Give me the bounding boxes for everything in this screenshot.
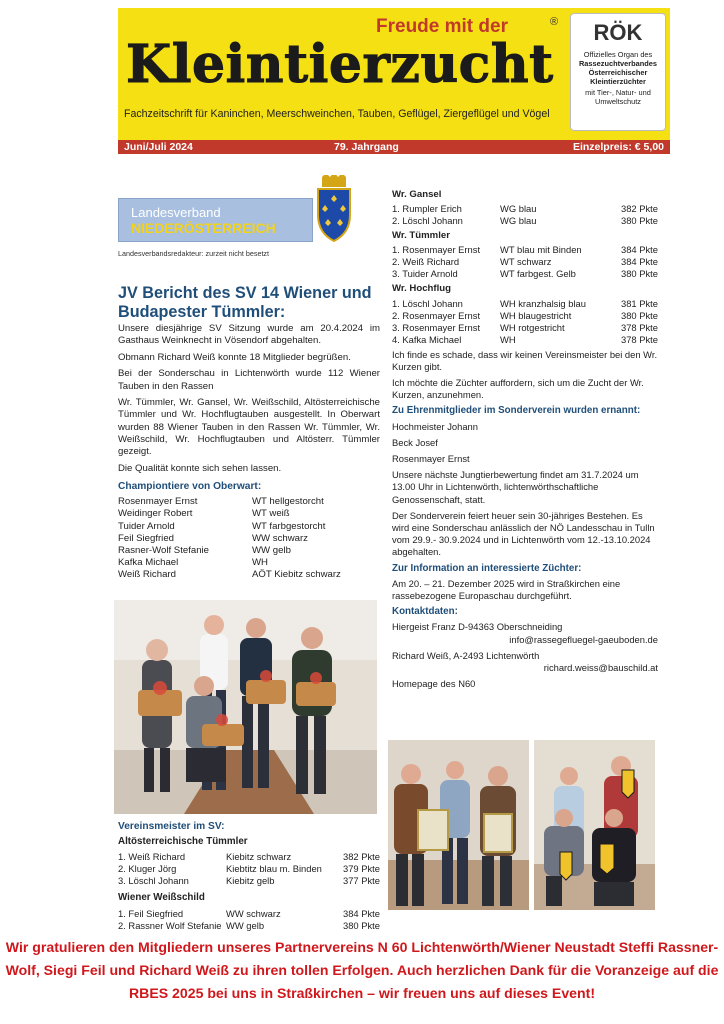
- result-name: 2. Weiß Richard: [392, 256, 460, 268]
- result-desc: Kiebitz gelb: [226, 875, 275, 887]
- result-points: 378 Pkte: [620, 321, 658, 333]
- landesverband-label: Landesverband: [131, 205, 221, 220]
- paragraph: Obmann Richard Weiß konnte 18 Mitglieder begrüßen.: [118, 351, 351, 363]
- results-table: [392, 244, 658, 280]
- table-row: [392, 310, 658, 322]
- results-table: [118, 851, 380, 887]
- champion-name: Kafka Michael: [118, 556, 179, 568]
- results-table: [392, 203, 658, 227]
- result-name: 2. Löschl Johann: [392, 215, 463, 227]
- champion-name: Rasner-Wolf Stefanie: [118, 544, 210, 556]
- issue-date: Juni/Juli 2024: [124, 141, 193, 153]
- rok-badge: [570, 13, 666, 131]
- group-title: Wr. Tümmler: [392, 230, 450, 242]
- article-title: JV Bericht des SV 14 Wiener und Budapester Tümmler:: [118, 284, 372, 321]
- result-name: 1. Löschl Johann: [392, 297, 463, 309]
- result-name: 2. Kluger Jörg: [118, 863, 177, 875]
- table-row: [392, 322, 658, 334]
- result-name: 1. Rumpler Erich: [392, 203, 462, 215]
- rok-logo: RÖK: [593, 20, 643, 45]
- rok-line3: mit Tier-, Natur- und Umweltschutz: [585, 88, 651, 106]
- table-row: [392, 298, 658, 310]
- result-points: 384 Pkte: [620, 244, 658, 256]
- masthead-tagline: Freude mit der: [376, 16, 508, 37]
- issue-price: Einzelpreis: € 5,00: [572, 141, 664, 153]
- result-points: 377 Pkte: [342, 875, 380, 887]
- ribbon-photo: [534, 740, 655, 910]
- result-name: 2. Rosenmayer Ernst: [392, 309, 481, 321]
- result-desc: WG blau: [500, 215, 537, 227]
- vereinsmeister-section: [118, 821, 380, 932]
- result-desc: Kiebitz schwarz: [226, 851, 292, 863]
- landesverband-region: NIEDERÖSTERREICH: [131, 220, 276, 236]
- contact-address: Richard Weiß, A-2493 Lichtenwörth: [392, 649, 540, 661]
- vereinsmeister-heading: Vereinsmeister im SV:: [118, 821, 225, 832]
- group-title: Wr. Gansel: [392, 189, 442, 200]
- honor-heading: Zu Ehrenmitglieder im Sonderverein wurden ernannt:: [392, 405, 641, 417]
- champion-desc: WT hellgestorcht: [252, 496, 324, 508]
- group-title: Altösterreichische Tümmler: [118, 836, 248, 848]
- table-row: [392, 215, 658, 227]
- paragraph: Am 20. – 21. Dezember 2025 wird in Straßkirchen eine rassebezogene Europaschau durchgeführt.: [392, 577, 621, 602]
- table-row: [392, 334, 658, 346]
- result-name: 3. Löschl Johann: [118, 875, 189, 887]
- honor-member: Hochmeister Johann: [392, 420, 478, 432]
- result-name: 1. Rosenmayer Ernst: [392, 244, 481, 256]
- table-row: [118, 508, 380, 520]
- table-row: [392, 203, 658, 215]
- champion-desc: WW schwarz: [252, 532, 308, 544]
- paragraph: Wr. Tümmler, Wr. Gansel, Wr. Weißschild, Altösterreichische Tümmler und Wr. Hochflugtauben ausgestellt. In Oberwart wurden 88 Wiener Tauben in den Rassen Wr. Tümmler, Wr. Weißschild, Wr. Hochflugtauben und Altösterr. Tümmler gezeigt.: [118, 397, 380, 458]
- paragraph: Bei der Sonderschau in Lichtenwörth wurde 112 Wiener Tauben in den Rassen: [118, 368, 380, 392]
- champion-desc: WW gelb: [252, 544, 291, 556]
- table-row: [392, 256, 658, 268]
- result-desc: WT schwarz: [500, 256, 552, 268]
- contact-email[interactable]: richard.weiss@bauschild.at: [543, 662, 658, 674]
- table-row: [118, 521, 380, 533]
- certificate-photo: [388, 740, 529, 910]
- group-title: Wr. Hochflug: [392, 283, 451, 295]
- result-name: 3. Tuider Arnold: [392, 268, 458, 280]
- masthead-title: Kleintierzucht: [126, 34, 554, 95]
- table-row: [392, 244, 658, 256]
- contact-email[interactable]: info@rassegefluegel-gaeuboden.de: [509, 633, 658, 645]
- result-desc: WH: [500, 333, 516, 345]
- table-row: [118, 875, 380, 887]
- table-row: [118, 557, 380, 569]
- table-row: [118, 533, 380, 545]
- champion-name: Weidinger Robert: [118, 508, 193, 520]
- landesverband-banner: [118, 198, 313, 242]
- table-row: [118, 545, 380, 557]
- editor-note: Landesverbandsredakteur: zurzeit nicht besetzt: [118, 249, 270, 258]
- champion-name: Feil Siegfried: [118, 532, 174, 544]
- result-desc: Kiebtitz blau m. Binden: [226, 863, 322, 875]
- issue-bar: [118, 140, 670, 154]
- result-name: 1. Weiß Richard: [118, 851, 186, 863]
- result-desc: WT blau mit Binden: [500, 244, 582, 256]
- registered-mark: ®: [550, 16, 559, 28]
- paragraph: Ich möchte die Züchter auffordern, sich um die Zucht der Wr. Kurzen, anzunehmen.: [392, 377, 644, 401]
- paragraph: Ich finde es schade, dass wir keinen Vereinsmeister bei den Wr. Kurzen gibt.: [392, 348, 658, 372]
- champion-desc: AÖT Kiebitz schwarz: [252, 568, 341, 580]
- masthead-subtitle: Fachzeitschrift für Kaninchen, Meerschweinchen, Tauben, Geflügel, Ziergeflügel und Vögel: [124, 108, 550, 120]
- contact-heading: Kontaktdaten:: [392, 606, 458, 618]
- result-desc: WH rotgestricht: [500, 321, 565, 333]
- result-points: 380 Pkte: [342, 919, 380, 931]
- table-row: [118, 908, 380, 920]
- champion-desc: WH: [252, 556, 268, 568]
- table-row: [118, 920, 380, 932]
- result-points: 382 Pkte: [342, 851, 380, 863]
- contact-address: Hiergeist Franz D-94363 Oberschneiding: [392, 621, 563, 633]
- article-body-left: [118, 323, 380, 581]
- paragraph: Unsere nächste Jungtierbewertung findet am 31.7.2024 um 13.00 Uhr in Lichtenwörth, lichtenwörthschaftliche Genossenschaft, statt.: [392, 469, 639, 505]
- table-row: [118, 569, 380, 581]
- table-row: [118, 496, 380, 508]
- issue-volume: 79. Jahrgang: [334, 141, 399, 153]
- result-points: 382 Pkte: [620, 203, 658, 215]
- result-desc: WW schwarz: [226, 907, 281, 919]
- result-points: 380 Pkte: [620, 215, 658, 227]
- champions-heading: Championtiere von Oberwart:: [118, 481, 262, 493]
- group-photo: [114, 600, 377, 814]
- champions-table: [118, 496, 380, 581]
- result-points: 381 Pkte: [620, 297, 658, 309]
- rok-line1: Offizielles Organ des: [583, 50, 653, 59]
- result-desc: WH blaugestricht: [500, 309, 572, 321]
- result-points: 378 Pkte: [620, 333, 658, 345]
- group-title: Wiener Weißschild: [118, 892, 205, 904]
- result-name: 3. Rosenmayer Ernst: [392, 321, 481, 333]
- masthead: [118, 8, 670, 140]
- champion-name: Rosenmayer Ernst: [118, 496, 198, 508]
- honor-member: Beck Josef: [392, 436, 438, 448]
- paragraph: Der Sonderverein feiert heuer sein 30-jähriges Bestehen. Es wird eine Sonderschau anlässlich der NÖ Landesschau in Tulln vom 29.9.- 30.9.2024 und in Lichtenwörth vom 12.-13.10.2024 abgehalten.: [392, 509, 655, 558]
- table-row: [118, 863, 380, 875]
- result-desc: WT farbgest. Gelb: [500, 268, 576, 280]
- info-heading: Zur Information an interessierte Züchter:: [392, 562, 582, 574]
- paragraph: Unsere diesjährige SV Sitzung wurde am 20.4.2024 im Gasthaus Weinknecht in Vösendorf abgehalten.: [118, 323, 380, 347]
- champion-desc: WT farbgestorcht: [252, 520, 326, 532]
- rok-line2: Rassezuchtverbandes Österreichischer Kleintierzüchter: [578, 59, 658, 86]
- result-name: 4. Kafka Michael: [392, 333, 462, 345]
- congratulations-footer: Wir gratulieren den Mitgliedern unseres Partnervereins N 60 Lichtenwörth/Wiener Neustadt Steffi Rassner-Wolf, Siegi Feil und Richard Weiß zu ihren tollen Erfolgen. Auch herzlichen Dank für die Voranzeige auf die RBES 2025 bei uns in Straßkirchen – wir freuen uns auf dieses Event!: [5, 939, 719, 1001]
- result-points: 379 Pkte: [342, 863, 380, 875]
- result-desc: WH kranzhalsig blau: [500, 297, 586, 309]
- result-points: 380 Pkte: [620, 268, 658, 280]
- results-table: [118, 908, 380, 932]
- result-points: 384 Pkte: [620, 256, 658, 268]
- result-name: 1. Feil Siegfried: [118, 907, 184, 919]
- article-body-right: [392, 186, 658, 694]
- table-row: [118, 851, 380, 863]
- table-row: [392, 268, 658, 280]
- champion-name: Weiß Richard: [118, 568, 176, 580]
- result-desc: WW gelb: [226, 919, 265, 931]
- champion-name: Tuider Arnold: [118, 520, 175, 532]
- result-points: 380 Pkte: [620, 309, 658, 321]
- homepage-link[interactable]: Homepage des N60: [392, 678, 476, 690]
- champion-desc: WT weiß: [252, 508, 290, 520]
- coat-of-arms-icon: [314, 175, 354, 245]
- result-points: 384 Pkte: [342, 907, 380, 919]
- results-table: [392, 298, 658, 346]
- result-desc: WG blau: [500, 203, 537, 215]
- honor-member: Rosenmayer Ernst: [392, 453, 470, 465]
- result-name: 2. Rassner Wolf Stefanie: [118, 919, 222, 931]
- paragraph: Die Qualität konnte sich sehen lassen.: [118, 462, 282, 474]
